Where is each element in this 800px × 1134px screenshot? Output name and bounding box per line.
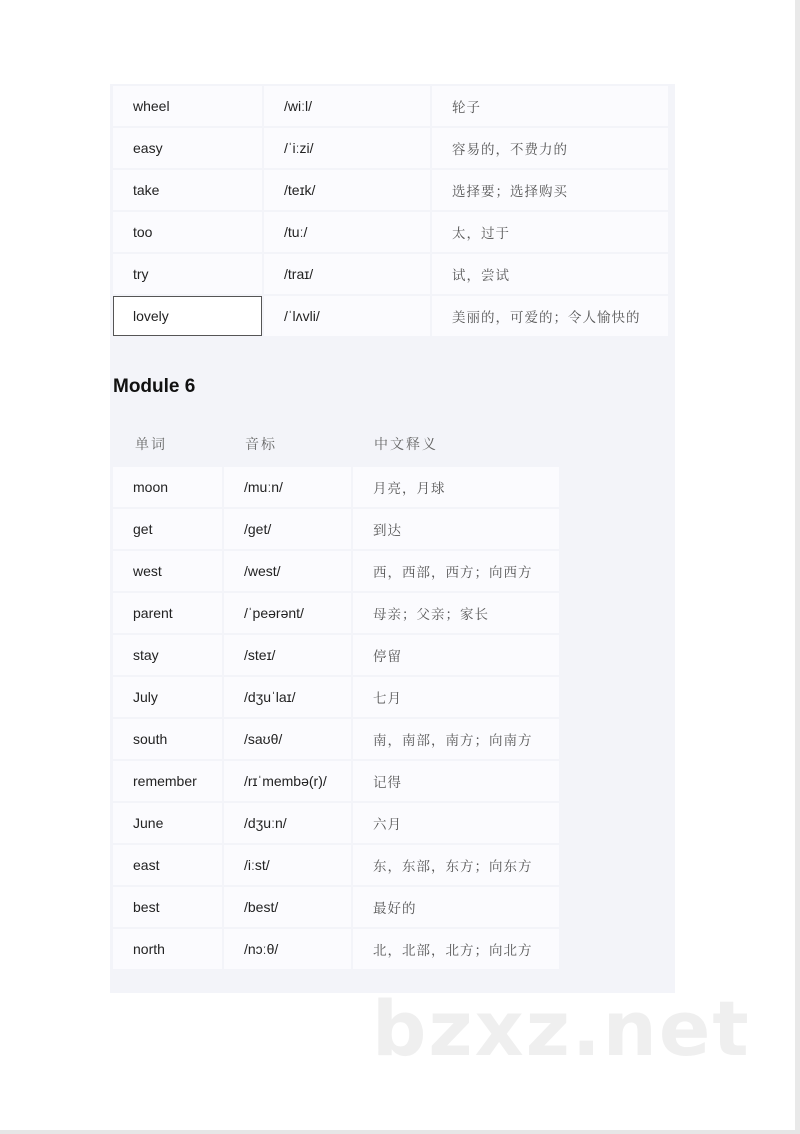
vocab-table-module6 (111, 465, 561, 971)
word-cell: get (113, 509, 222, 549)
page-edge (795, 0, 800, 1134)
meaning-cell: 选择要；选择购买 (432, 170, 668, 210)
table-row (113, 803, 559, 843)
meaning-cell: 最好的 (353, 887, 559, 927)
column-header-phonetic: 音标 (245, 437, 277, 453)
table-row (113, 677, 559, 717)
watermark: bzxz.net (372, 984, 751, 1073)
phonetic-cell: /wiːl/ (264, 86, 430, 126)
selected-word-cell[interactable]: lovely (113, 296, 262, 336)
word-cell: west (113, 551, 222, 591)
phonetic-cell: /best/ (224, 887, 351, 927)
table-row (113, 170, 668, 210)
page-edge (0, 1130, 800, 1134)
phonetic-cell: /ˈpeərənt/ (224, 593, 351, 633)
phonetic-cell: /saʊθ/ (224, 719, 351, 759)
vocab-table-top (111, 84, 670, 338)
table-row (113, 887, 559, 927)
phonetic-cell: /get/ (224, 509, 351, 549)
meaning-cell: 月亮，月球 (353, 467, 559, 507)
word-cell: south (113, 719, 222, 759)
meaning-cell: 西，西部，西方；向西方 (353, 551, 559, 591)
table-row (113, 929, 559, 969)
meaning-cell: 记得 (353, 761, 559, 801)
phonetic-cell: /rɪˈmembə(r)/ (224, 761, 351, 801)
table-row (113, 845, 559, 885)
word-cell: July (113, 677, 222, 717)
word-cell: easy (113, 128, 262, 168)
phonetic-cell: /dʒuːn/ (224, 803, 351, 843)
section-heading: Module 6 (113, 376, 196, 397)
table-row (113, 635, 559, 675)
word-cell: parent (113, 593, 222, 633)
meaning-cell: 南，南部，南方；向南方 (353, 719, 559, 759)
table-row (113, 719, 559, 759)
phonetic-cell: /muːn/ (224, 467, 351, 507)
table-row (113, 593, 559, 633)
phonetic-cell: /west/ (224, 551, 351, 591)
phonetic-cell: /teɪk/ (264, 170, 430, 210)
meaning-cell: 轮子 (432, 86, 668, 126)
table-row (113, 254, 668, 294)
phonetic-cell: /dʒuˈlaɪ/ (224, 677, 351, 717)
column-header-meaning: 中文释义 (374, 437, 438, 453)
table-row (113, 761, 559, 801)
meaning-cell: 停留 (353, 635, 559, 675)
meaning-cell: 到达 (353, 509, 559, 549)
table-row (113, 86, 668, 126)
meaning-cell: 母亲；父亲；家长 (353, 593, 559, 633)
word-cell: try (113, 254, 262, 294)
meaning-cell: 北，北部，北方；向北方 (353, 929, 559, 969)
phonetic-cell: /ˈlʌvli/ (264, 296, 430, 336)
meaning-cell: 试，尝试 (432, 254, 668, 294)
table-row (113, 467, 559, 507)
phonetic-cell: /ˈiːzi/ (264, 128, 430, 168)
phonetic-cell: /steɪ/ (224, 635, 351, 675)
table-row (113, 509, 559, 549)
phonetic-cell: /tuː/ (264, 212, 430, 252)
word-cell: stay (113, 635, 222, 675)
word-cell: take (113, 170, 262, 210)
meaning-cell: 六月 (353, 803, 559, 843)
meaning-cell: 七月 (353, 677, 559, 717)
word-cell: best (113, 887, 222, 927)
word-cell: too (113, 212, 262, 252)
phonetic-cell: /traɪ/ (264, 254, 430, 294)
word-cell: moon (113, 467, 222, 507)
word-cell: remember (113, 761, 222, 801)
table-row (113, 551, 559, 591)
phonetic-cell: /nɔːθ/ (224, 929, 351, 969)
meaning-cell: 容易的，不费力的 (432, 128, 668, 168)
table-row (113, 128, 668, 168)
table-row (113, 212, 668, 252)
column-header-word: 单词 (135, 437, 167, 453)
word-cell: wheel (113, 86, 262, 126)
meaning-cell: 东，东部，东方；向东方 (353, 845, 559, 885)
meaning-cell: 太，过于 (432, 212, 668, 252)
meaning-cell: 美丽的，可爱的；令人愉快的 (432, 296, 668, 336)
word-cell: June (113, 803, 222, 843)
word-cell: north (113, 929, 222, 969)
word-cell: east (113, 845, 222, 885)
phonetic-cell: /iːst/ (224, 845, 351, 885)
table-row (113, 296, 668, 336)
